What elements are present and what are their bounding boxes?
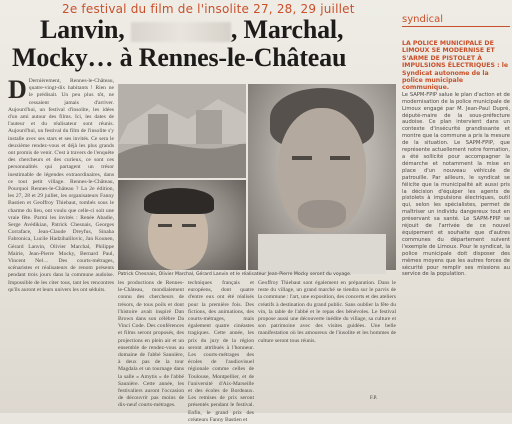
sidebar-headline: LA POLICE MUNICIPALE DE LIMOUX SE MODERNISE ET S'ARME DE PISTOLET À IMPULSIONS ÉLECTRIQUES : le Syndicat autonome de la police municipale communique. [402,40,509,92]
article-column-2 [118,280,184,408]
redacted-name [131,22,231,42]
portrait-eye-right [330,156,350,160]
column-1-text: Dernièrement, Rennes-le-Château, quatre-vingt-dix habitants ! Rien ne le prédisait. Un peu plus tôt, ne cessaient jamais d'arriver. Aujourd'hui, un festival d'insolite, les idées d'un ami autour des films. Ici, les dates de l'auteur et du réalisateur sont réunis. Aujourd'hui, un festival du film de l'insolite s'y installe avec ses stars et ses invités. Ce sera le deuxième rendez-vous et déjà les plus grands ont promis de venir. C'est à travers de l'enquête des chercheurs et des curieux, ce sont ces personnalités qui partagent un trésor inestimable de légendes extraordinaires, dans ce tout petit village. Rennes-le-Château, Pourquoi Rennes-le-Château ? La 2e édition, les 27, 28 et 29 juillet, les organisateurs Fanny Bastien et Geoffroy Thiebaut, tombés sous le charme du lieu, ont voulu que celle-ci soit une vraie fête. Parmi les invités : Renée Abadie, Serge Avédikian, Patrick Chesnais, Georges Corraface, Jean-Claude Dreyfus, Sinaha Fabronica, Lucile Hadzihalilovic, Jan Kounen, Gérard Lanvin, Olivier Marchal, Philippe Mairie, Jean-Pierre Mocky, Bernard Paul, Vincent Nel… Des courts-métrages, scénaristes et réalisateurs de renom présents pendant trois jours dans la commune audoise. Impossible de les citer tous, tant les rencontres qu'ils auront et leurs univers les ont séduits. [8,78,114,293]
photo-portrait-2 [248,84,396,270]
photo-caption: Patrick Chesnais, Olivier Marchal, Gérard Lanvin et le réalisateur Jean-Pierre Mocky seront du voyage. [118,272,352,277]
article-column-3 [188,280,254,423]
drop-cap: D [8,75,27,104]
portrait-eye-right [182,224,196,227]
headline-part-1: Lanvin, [40,15,125,44]
headline-part-2: , Marchal, [230,15,344,44]
portrait-shirt [258,234,386,274]
photo-castle [118,84,246,178]
article-headline [12,16,398,72]
article-column-1 [8,75,114,408]
column-2-text: les productions de Rennes-le-Château, mondialement connu des chercheurs de trésors, de tous poils et dont l'histoire avait inspiré Dan Brown dans son célèbre Da Vinci Code. Des conférences et films seront proposés, des projections en plein air et un ensemble de rendez-vous au domaine de l'abbé Saunière, à deux pas de la tour Magdala et un tournage dans la salle « Amytis » de l'abbé Saunière. Cette année, les festivaliers auront l'occasion de découvrir pas moins de dix-neuf courts-métrages. [118,280,184,409]
portrait-eye-left [158,224,172,227]
portrait-beard [298,200,346,228]
portrait-hair [144,188,214,214]
sidebar-body: Le SAPM-FPIP salue le plan d'action et de modernisation de la police municipale de Limoux engagé par M. Jean-Paul Dupré, député-maire de la sous-préfecture audoise. Ce plan intervient dans un contexte d'insécurité grandissante et montre que la commune a pris la mesure de la situation. Le SAPM-FPIP, que représente actuellement notre formation, a été sollicité pour accompagner la démarche et notamment la mise en place d'un nouveau véhicule de patrouille. Par ailleurs, le syndicat se félicite que la municipalité ait aussi pris la décision d'équiper les agents de pistolets à impulsions électriques, outil qui, selon les spécialistes, permet de maîtriser un individu dangereux tout en préservant sa santé. Le SAPM-FPIP se réjouit de l'arrivée de ce nouvel équipement et souhaite que d'autres communes du département suivent l'exemple de Limoux. Pour le syndicat, la police municipale doit disposer des mêmes moyens que les autres forces de sécurité pour remplir ses missions au service de la population. [402,91,510,278]
portrait-eye-left [292,156,312,160]
photo-portrait-1 [118,180,246,270]
column-3-text: techniques français et européens, dont quatre d'entre eux ont été réalisés pour la première fois. Des fictions, des animations, des courts-métrages, mais également quatre cinéastes tragiques. Cette année, les prix du jury de la région seront attribués à l'honneur. Les courts-métrages des écoles de l'audiovisuel régionale comme celles de Toulouse, Montpellier, et de l'université d'Aix-Marseille et des écoles de Bordeaux. Les remises de prix seront présentés pendant le festival. Enfin, le grand prix des créateurs Fanny Bastien et [188,280,254,423]
sidebar-article [402,40,510,410]
photo-castle-image [118,84,246,178]
author-signature: F.P. [370,396,378,401]
festival-kicker: 2e festival du film de l'insolite 27, 28, 29 juillet [62,2,355,16]
column-4-text: Geoffroy Thiebaut sont également en préparation. Dans le reste du village, un grand marché se tiendra sur le parvis de la commune : l'art, une exposition, des concerts et des ateliers créatifs à destination du grand public. Sans oublier la fête du vin, la table de l'abbé et le repas des bénévoles. Le festival propose aussi une découverte inédite du village, sa culture et son patrimoine avec des visites guidées. Une belle manifestation où les amoureux de l'insolite et les hommes de culture seront tous réunis. [258,280,397,344]
headline-line-2: Mocky… à Rennes-le-Château [12,43,347,72]
section-rubric: syndical [402,14,510,27]
article-column-4 [258,280,396,394]
